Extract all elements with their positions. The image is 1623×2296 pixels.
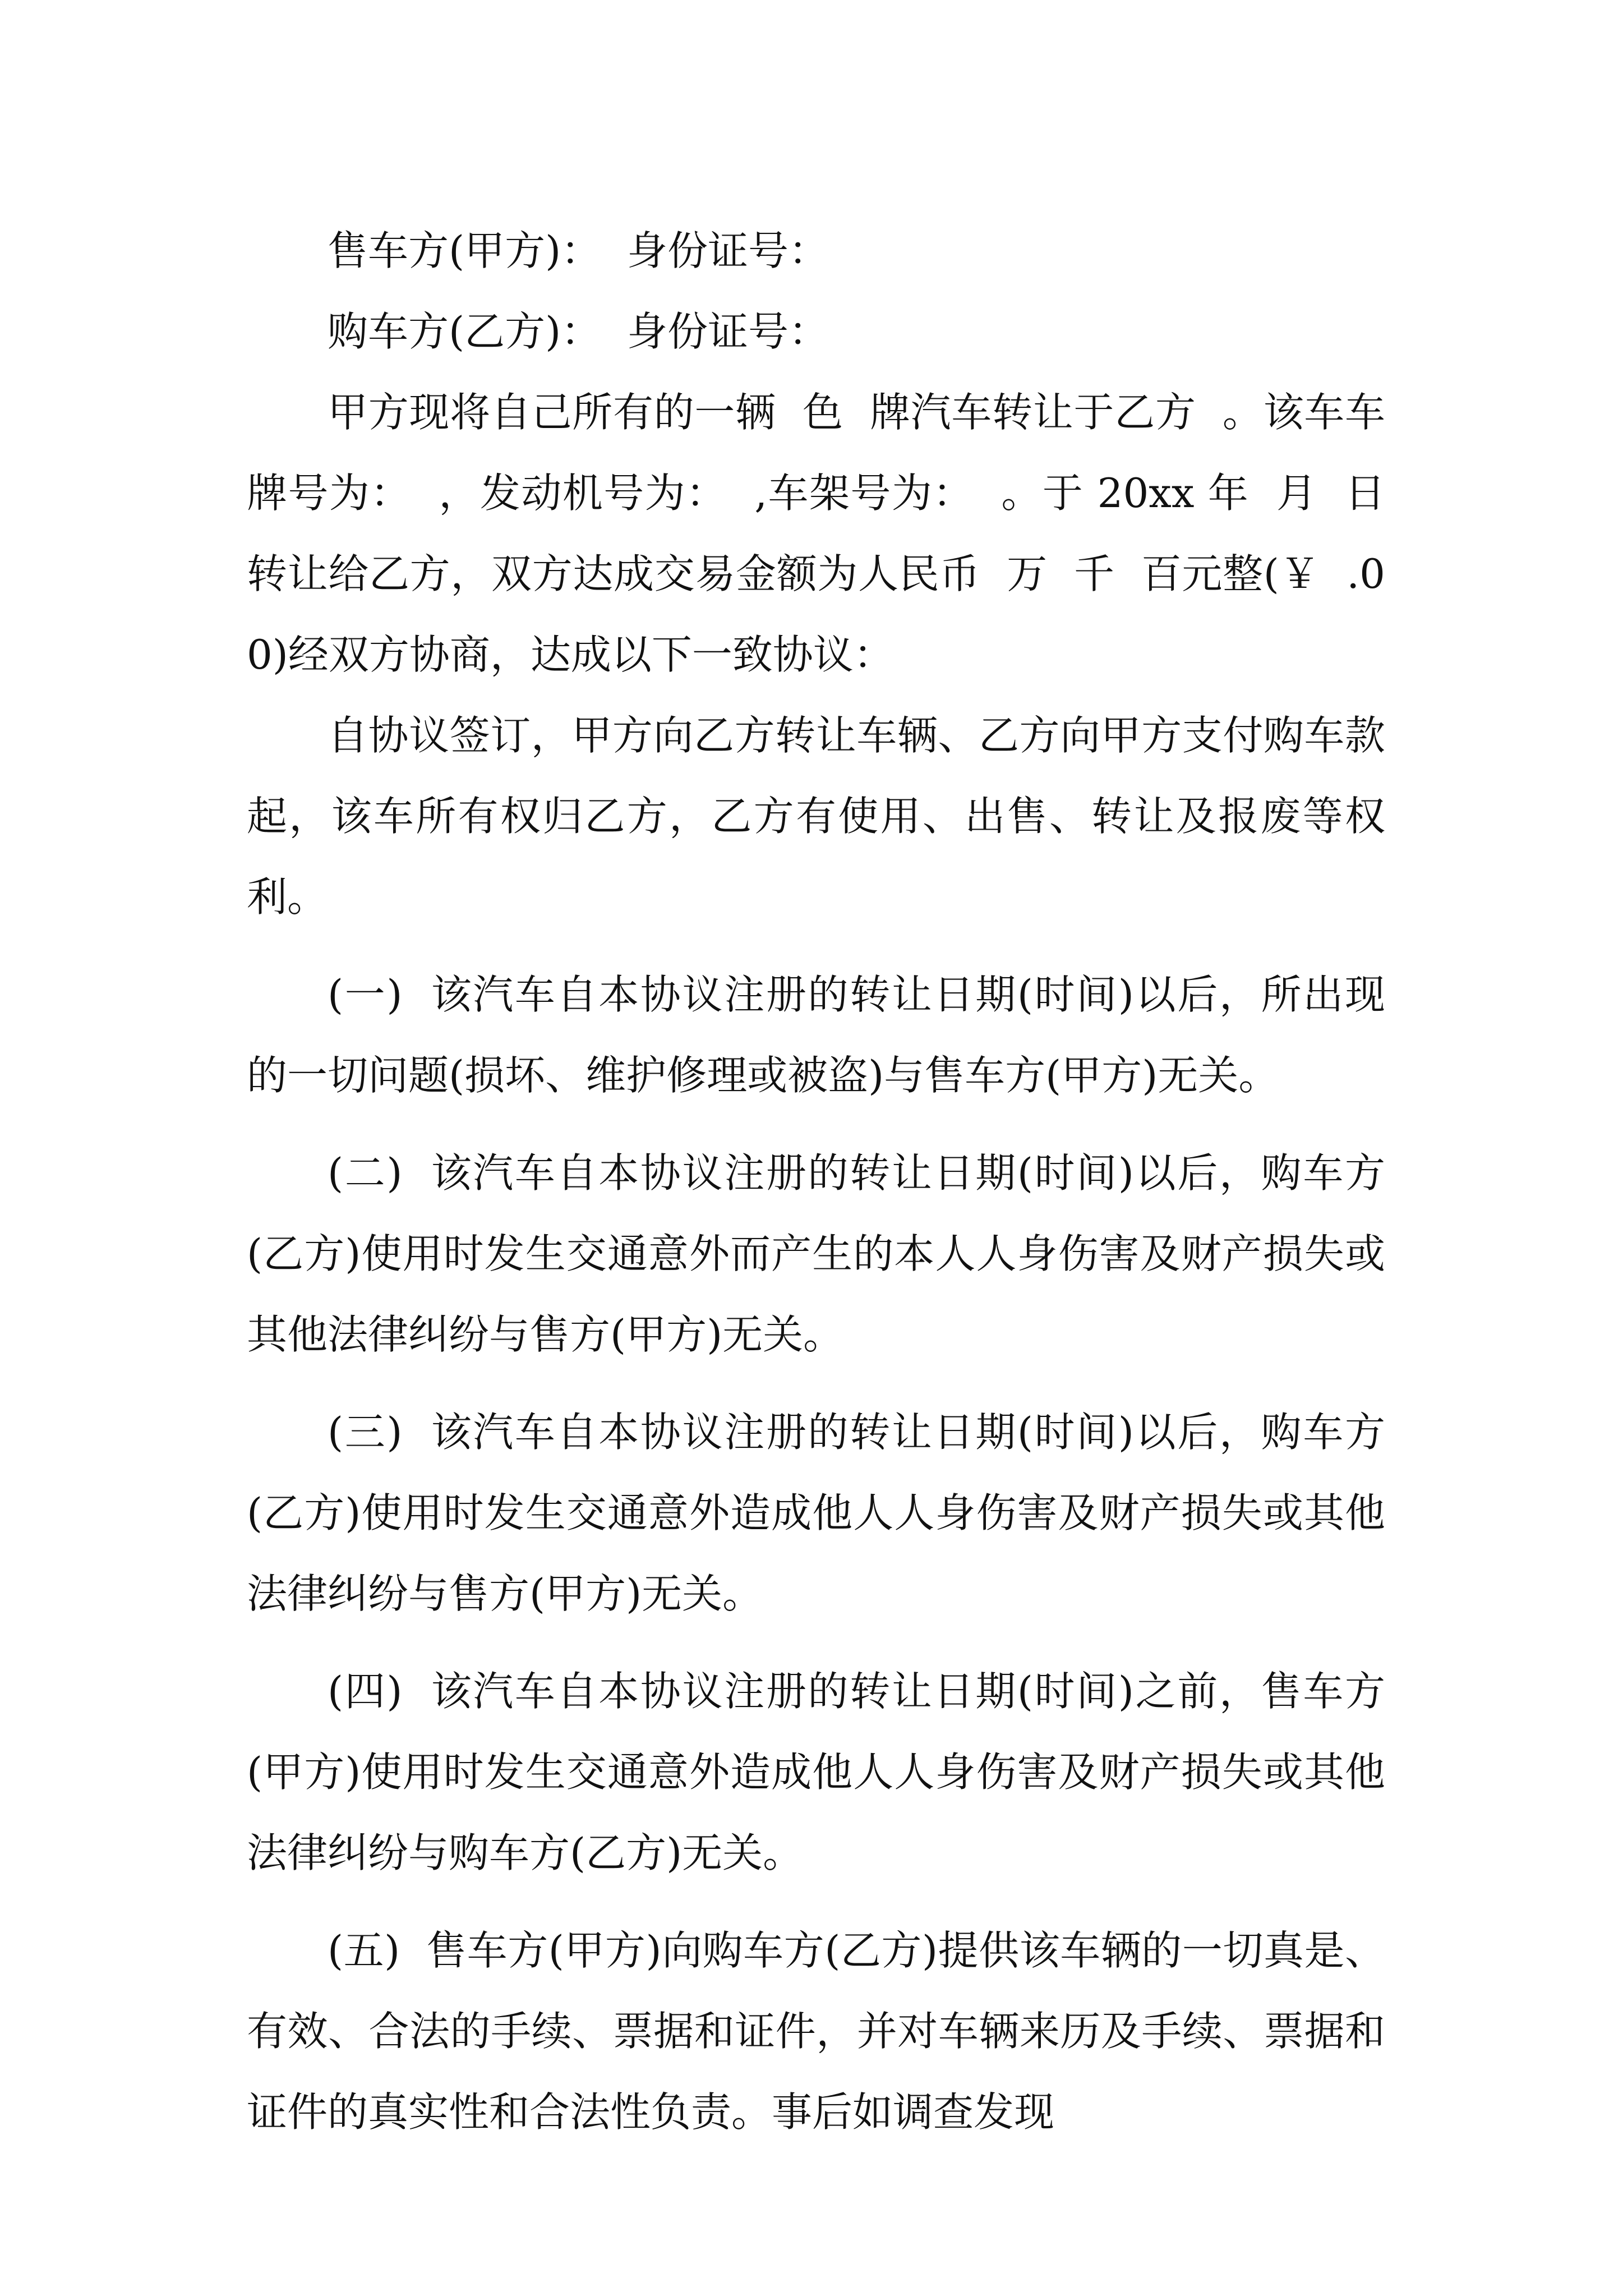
transfer-paragraph: 甲方现将自己所有的一辆 色 牌汽车转让于乙方 。该车车牌号为： ，发动机号为： ,车架号为： 。于 20xx 年 月 日转让给乙方，双方达成交易金额为人民币 万 千 百元整(￥ .00)经双方协商，达成以下一致协议： bbox=[247, 389, 1385, 678]
clause-5: (五) 售车方(甲方)向购车方(乙方)提供该车辆的一切真是、有效、合法的手续、票据和证件，并对车辆来历及手续、票据和证件的真实性和合法性负责。事后如调查发现 bbox=[247, 1927, 1385, 2136]
clause-2: (二) 该汽车自本协议注册的转让日期(时间)以后，购车方(乙方)使用时发生交通意外而产生的本人人身伤害及财产损失或其他法律纠纷与售方(甲方)无关。 bbox=[247, 1149, 1385, 1358]
clause-1: (一) 该汽车自本协议注册的转让日期(时间)以后，所出现的一切问题(损坏、维护修理或被盗)与售车方(甲方)无关。 bbox=[247, 971, 1385, 1099]
seller-line: 售车方(甲方)： 身份证号： bbox=[328, 227, 829, 274]
ownership-paragraph: 自协议签订，甲方向乙方转让车辆、乙方向甲方支付购车款起，该车所有权归乙方，乙方有使用、出售、转让及报废等权利。 bbox=[247, 712, 1385, 921]
document-body bbox=[247, 210, 1385, 2152]
buyer-line: 购车方(乙方)： 身份证号： bbox=[328, 308, 829, 355]
clause-4: (四) 该汽车自本协议注册的转让日期(时间)之前，售车方(甲方)使用时发生交通意外造成他人人身伤害及财产损失或其他法律纠纷与购车方(乙方)无关。 bbox=[247, 1668, 1385, 1876]
clause-3: (三) 该汽车自本协议注册的转让日期(时间)以后，购车方(乙方)使用时发生交通意外造成他人人身伤害及财产损失或其他法律纠纷与售方(甲方)无关。 bbox=[247, 1409, 1385, 1617]
